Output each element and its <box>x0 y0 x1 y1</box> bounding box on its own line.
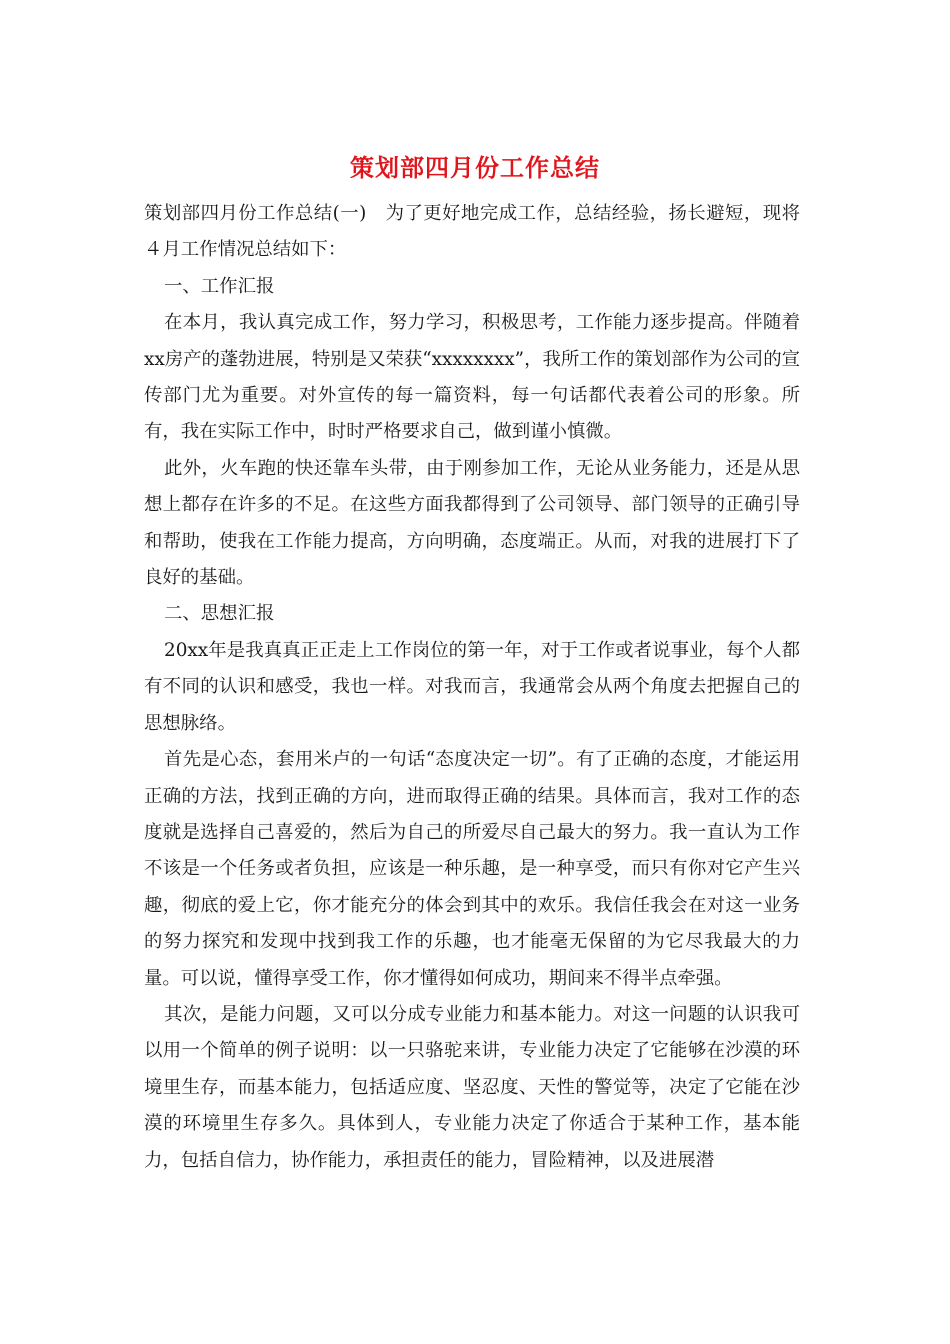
paragraph: 其次，是能力问题，又可以分成专业能力和基本能力。对这一问题的认识我可以用一个简单的例子说明：以一只骆驼来讲，专业能力决定了它能够在沙漠的环境里生存，而基本能力，包括适应度、坚忍度、天性的警觉等，决定了它能在沙漠的环境里生存多久。具体到人，专业能力决定了你适合于某种工作，基本能力，包括自信力，协作能力，承担责任的能力，冒险精神，以及进展潜 <box>144 1003 800 1171</box>
paragraph: 首先是心态，套用米卢的一句话“态度决定一切”。有了正确的态度，才能运用正确的方法，找到正确的方向，进而取得正确的结果。具体而言，我对工作的态度就是选择自己喜爱的，然后为自己的所爱尽自己最大的努力。我一直认为工作不该是一个任务或者负担，应该是一种乐趣，是一种享受，而只有你对它产生兴趣，彻底的爱上它，你才能充分的体会到其中的欢乐。我信任我会在对这一业务的努力探究和发现中找到我工作的乐趣，也才能毫无保留的为它尽我最大的力量。可以说，懂得享受工作，你才懂得如何成功，期间来不得半点牵强。 <box>144 749 800 989</box>
paragraph: 此外，火车跑的快还靠车头带，由于刚参加工作，无论从业务能力，还是从思想上都存在许多的不足。在这些方面我都得到了公司领导、部门领导的正确引导和帮助，使我在工作能力提高，方向明确，态度端正。从而，对我的进展打下了良好的基础。 <box>144 457 800 589</box>
paragraph: 在本月，我认真完成工作，努力学习，积极思考，工作能力逐步提高。伴随着xx房产的蓬勃进展，特别是又荣获“xxxxxxxx”，我所工作的策划部作为公司的宣传部门尤为重要。对外宣传的每一篇资料，每一句话都代表着公司的形象。所有，我在实际工作中，时时严格要求自己，做到谨小慎微。 <box>144 312 800 443</box>
document-body <box>144 196 800 1179</box>
paragraph: 20xx年是我真真正正走上工作岗位的第一年，对于工作或者说事业，每个人都有不同的认识和感受，我也一样。对我而言，我通常会从两个角度去把握自己的思想脉络。 <box>144 639 800 734</box>
heading-thought-report: 二、思想汇报 <box>164 603 275 625</box>
heading-work-report: 一、工作汇报 <box>164 275 275 297</box>
paragraph-intro: 策划部四月份工作总结(一) 为了更好地完成工作，总结经验，扬长避短，现将４月工作情况总结如下： <box>144 203 800 261</box>
document-title: 策划部四月份工作总结 <box>350 153 600 182</box>
